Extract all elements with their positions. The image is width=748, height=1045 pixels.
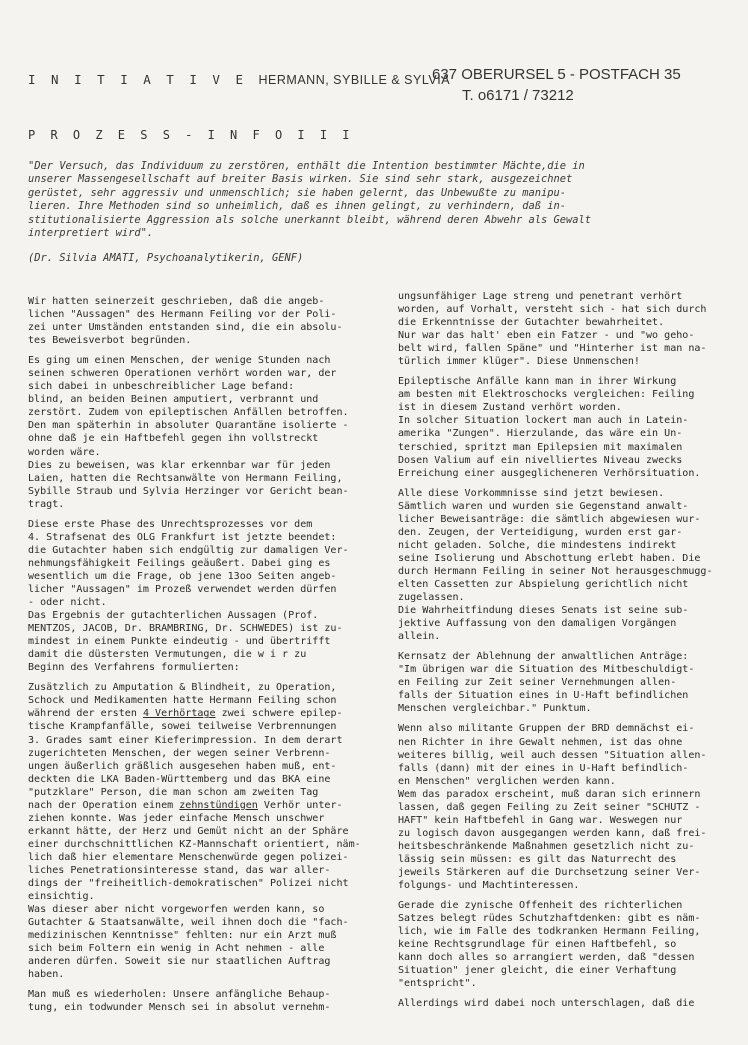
paragraph: Diese erste Phase des Unrechtsprozesses vor dem 4. Strafsenat des OLG Frankfurt ist jetzte beendet: die Gutachter haben sich endgültig zur damaligen Ver- nehmungsfähigkeit Feilings geäußert. Dabei ging es wesentlich um die Frage, ob jene 13oo Seiten angeb- licher "Aussagen" im Prozeß verwendet werden dürfen - oder nicht. Das Ergebnis der gutachterlichen Aussagen (Prof. MENTZOS, JACOB, Dr. BRAMBRING, Dr. SCHWEDES) ist zu- mindest in einem Punkte eindeutig - und übertrifft damit die düstersten Vermutungen, die w i r zu Beginn des Verfahrens formulierten: <box>28 518 349 674</box>
paragraph: Wir hatten seinerzeit geschrieben, daß die angeb- lichen "Aussagen" des Hermann Feiling vor der Poli- zei unter Umständen entstanden sind, die ein absolu- tes Beweisverbot begründen. <box>28 296 343 347</box>
paragraph: Kernsatz der Ablehnung der anwaltlichen Anträge: "Im übrigen war die Situation des Mitbeschuldigt- en Feiling zur Zeit seiner Vernehmungen allen- falls der Situation eines in U-Haft befindlichen Menschen vergleichbar." Punktum. <box>398 651 695 715</box>
letterhead-initiative <box>28 72 450 87</box>
initiative-names: HERMANN, SYBILLE & SYLVIA <box>258 73 451 87</box>
paragraph-text: Verhör unter- ziehen konnte. Was jeder einfache Mensch unschwer erkannt hätte, der Herz und Gemüt nicht an der Sphäre einer durchschnittlichen KZ-Mannschaft orientiert, näm- lich daß hier elementare Menschenwürde gegen polizei- liches Penetrationsinteresse stand, das war aller- dings der "freiheitlich-demokratischen" Polizei nicht einsichtig. Was dieser aber nicht vorgeworfen werden kann, so Gutachter & Staatsanwälte, weil ihnen doch die "fach- medizinischen Kenntnisse" fehlten: nur ein Arzt muß sich beim Foltern ein wenig in Acht nehmen - alle anderen dürfen. Soweit sie nur staatlichen Auftrag haben. <box>28 799 361 981</box>
epigraph-quote: "Der Versuch, das Individuum zu zerstören, enthält die Intention bestimmter Mächte,die in unserer Massengesellschaft auf breiter Basis wirken. Sie sind sehr stark, ausgezeichnet gerüstet, sehr aggressiv und unmenschlich; sie haben gelernt, das Unbewußte zu manipu- lieren. Ihre Methoden sind so unheimlich, daß es ihnen gelingt, zu verhindern, daß in- stitutionalisierte Aggression als solche unerkannt bleibt, während deren Abwehr als Gewalt interpretiert wird". <box>28 160 592 240</box>
phone-number: T. o6171 / 73212 <box>462 87 574 104</box>
paragraph-text: zwei schwere epilep- tische Krampfanfälle, sowei teilweise Verbrennungen 3. Grades samt einer Kieferimpression. In dem derart zugerichteten Menschen, der wegen seiner Verbrenn- ungen äußerlich gräßlich ausgesehen haben muß, ent- deckten die LKA Baden-Württemberg und das BKA eine "putzklare" Person, die man schon am zweiten Tag nach der Operation einem <box>28 708 343 811</box>
paragraph-text: Zusätzlich zu Amputation & Blindheit, zu Operation, Schock und Medikamenten hatte Hermann Feiling schon während der ersten <box>28 682 337 720</box>
paragraph: Wenn also militante Gruppen der BRD demnächst ei- nen Richter in ihre Gewalt nehmen, ist das ohne weiteres billig, weil auch dessen "Situation allen- falls (dann) mit der eines in U-Haft befindlich- en Menschen" verglichen werden kann. Wem das paradox erscheint, muß daran sich erinnern lassen, daß gegen Feiling zu Zeit seiner "SCHUTZ - HAFT" kein Haftbefehl in Gang war. Weswegen nur zu logisch davon ausgegangen werden kann, daß frei- heitsbeschränkende Maßnahmen gesetzlich nicht zu- lässig sein müssen: es gilt das Naturrecht des jeweils Stärkeren auf die Durchsetzung seiner Ver- folgungs- und Machtinteressen. <box>398 723 707 892</box>
paragraph: Es ging um einen Menschen, der wenige Stunden nach seinen schweren Operationen verhört worden war, der sich dabei in unbeschreiblicher Lage befand: blind, an beiden Beinen amputiert, verbrannt und zerstört. Zudem von epileptischen Anfällen betroffen. Den man späterhin in absoluter Quarantäne isolierte - ohne daß je ein Haftbefehl gegen ihn vollstreckt worden wäre. Dies zu beweisen, was klar erkennbar war für jeden Laien, hatten die Rechtsanwälte von Hermann Feiling, Sybille Straub und Sylvia Herzinger vor Gericht bean- tragt. <box>28 355 349 510</box>
right-column <box>398 290 730 1017</box>
left-column <box>28 295 368 1021</box>
paragraph: Epileptische Anfälle kann man in ihrer Wirkung am besten mit Elektroschocks vergleichen: Feiling ist in diesem Zustand verhört worden. In solcher Situation lockert man auch in Latein- amerika "Zungen". Hierzulande, das wäre ein Un- terschied, spritzt man Epilepsien mit maximalen Dosen Valium auf ein nivelliertes Niveau zwecks Erreichung einer ausgeglicheneren Verhörsituation. <box>398 376 701 479</box>
underlined-text: 4 Verhörtage <box>142 708 216 720</box>
paragraph: Alle diese Vorkommnisse sind jetzt bewiesen. Sämtlich waren und wurden sie Gegenstand anwalt- licher Beweisanträge: die sämtlich abgewiesen wur- den. Zeugen, der Verteidigung, wurden erst gar- nicht geladen. Solche, die mindestens indirekt seine Isolierung und Abschottung erlebt haben. Die durch Hermann Feiling in seiner Not herausgeschmugg- elten Cassetten zur Abspielung gerichtlich nicht zugelassen. Die Wahrheitfindung dieses Senats ist seine sub- jektive Auffassung von den damaligen Vorgängen allein. <box>398 487 713 643</box>
postal-address: 637 OBERURSEL 5 - POSTFACH 35 <box>432 66 681 83</box>
paragraph: Gerade die zynische Offenheit des richterlichen Satzes belegt rüdes Schutzhaftdenken: gibt es näm- lich, wie im Falle des todkranken Hermann Feiling, keine Rechtsgrundlage für einen Haftbefehl, so kann doch alles so arrangiert werden, daß "dessen Situation" jener gleicht, die einer Verhaftung "entspricht". <box>398 900 701 990</box>
paragraph: Allerdings wird dabei noch unterschlagen, daß die <box>398 998 695 1010</box>
underlined-text: zehnstündigen <box>179 799 258 811</box>
paragraph: ungsunfähiger Lage streng und penetrant verhört worden, auf Vorhalt, versteht sich - hat sich durch die Erkenntnisse der Gutachter bewahrheitet. Nur war das halt' eben ein Fatzer - und "wo geho- belt wird, fallen Späne" und "Hinterher ist man na- türlich immer klüger". Diese Unmenschen! <box>398 291 707 368</box>
epigraph-attribution: (Dr. Silvia AMATI, Psychoanalytikerin, GENF) <box>28 252 304 264</box>
initiative-label: I N I T I A T I V E <box>28 72 247 87</box>
paragraph <box>28 681 368 981</box>
document-title: P R O Z E S S - I N F O I I I <box>28 128 354 142</box>
letterhead-contact <box>432 64 681 106</box>
paragraph: Man muß es wiederholen: Unsere anfängliche Behaup- tung, ein todwunder Mensch sei in absolut vernehm- <box>28 989 331 1014</box>
